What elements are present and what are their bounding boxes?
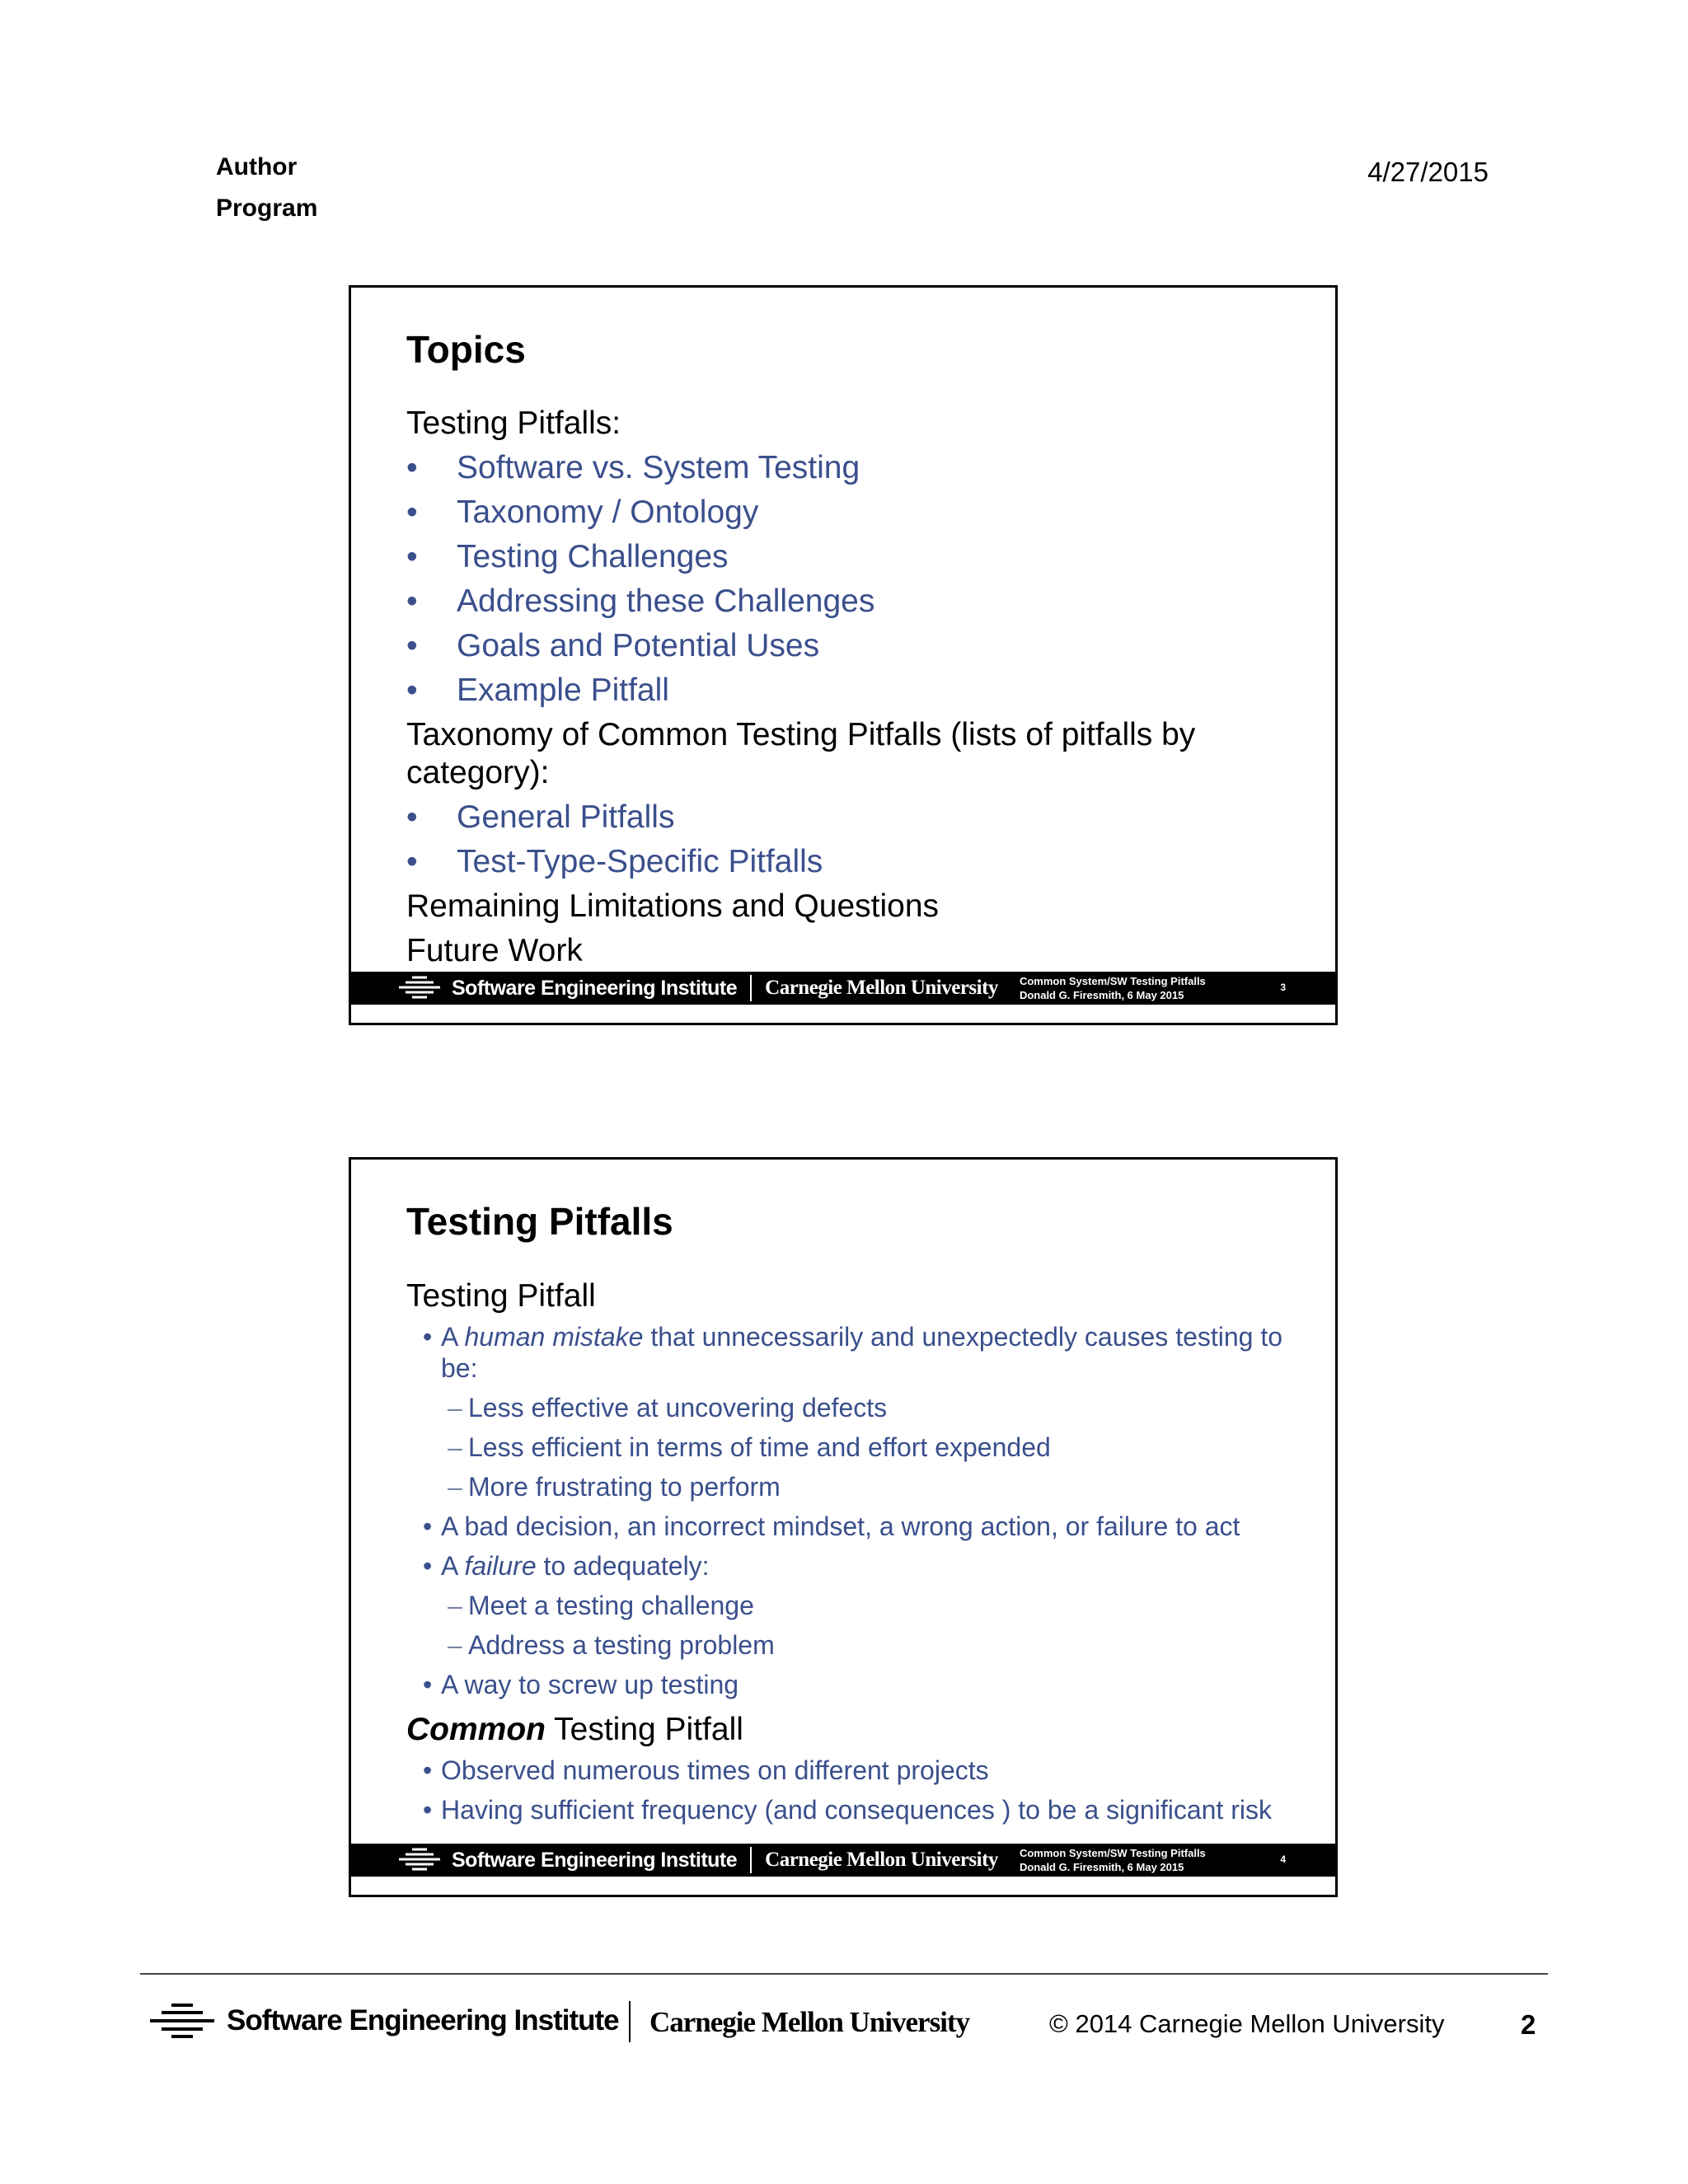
sei-logo-icon <box>396 1846 443 1874</box>
section-heading: Testing Pitfall <box>406 1278 596 1314</box>
section-heading: Common Testing Pitfall <box>406 1712 743 1747</box>
footer-rule <box>140 1973 1548 1975</box>
list-item: • Test-Type-Specific Pitfalls <box>406 840 1305 884</box>
header-author: Author <box>216 153 298 180</box>
slide-title: Testing Pitfalls <box>406 1200 673 1243</box>
header-program: Program <box>216 194 318 222</box>
list-item: – Meet a testing challenge <box>406 1590 1305 1621</box>
footer-meta-title: Common System/SW Testing Pitfalls <box>1019 975 1206 987</box>
list-item: • Observed numerous times on different projects <box>406 1755 1305 1786</box>
sei-logo-icon <box>396 974 443 1002</box>
slide-footer <box>351 972 1335 1005</box>
list-item: • Having sufficient frequency (and consequences ) to be a significant risk <box>406 1794 1305 1825</box>
header-date: 4/27/2015 <box>1367 157 1489 187</box>
list-item: – Less effective at uncovering defects <box>406 1392 1305 1423</box>
slide-topics <box>349 285 1338 1025</box>
page-number: 2 <box>1521 2009 1536 2040</box>
sei-logo-icon <box>147 2001 218 2042</box>
footer-meta-author: Donald G. Firesmith, 6 May 2015 <box>1019 989 1184 1001</box>
footer-meta-title: Common System/SW Testing Pitfalls <box>1019 1847 1206 1859</box>
footer-cmu-name: Carnegie Mellon University <box>765 977 998 999</box>
page-footer-sei-name: Software Engineering Institute <box>227 2004 619 2036</box>
footer-sei-name: Software Engineering Institute <box>452 976 738 1000</box>
list-item: • Goals and Potential Uses <box>406 624 1305 668</box>
list-item: – More frustrating to perform <box>406 1471 1305 1502</box>
list-item: • Addressing these Challenges <box>406 579 1305 624</box>
slide-testing-pitfalls <box>349 1157 1338 1897</box>
page-footer-divider <box>629 2001 631 2042</box>
list-item: • Testing Challenges <box>406 535 1305 579</box>
page-footer-copyright: © 2014 Carnegie Mellon University <box>1049 2009 1445 2038</box>
list-item: Future Work <box>406 933 583 968</box>
footer-sei-name: Software Engineering Institute <box>452 1848 738 1872</box>
list-item: – Address a testing problem <box>406 1629 1305 1661</box>
footer-meta <box>1020 974 1206 1002</box>
slide-page-number: 3 <box>1280 982 1286 993</box>
list-item: Testing Pitfalls: <box>406 405 621 441</box>
footer-cmu-name: Carnegie Mellon University <box>765 1849 998 1871</box>
list-item: • Taxonomy / Ontology <box>406 490 1305 535</box>
list-item: – Less efficient in terms of time and effort expended <box>406 1432 1305 1463</box>
list-item: • A way to screw up testing <box>406 1669 1305 1700</box>
footer-meta-author: Donald G. Firesmith, 6 May 2015 <box>1019 1861 1184 1873</box>
list-item: • A human mistake that unnecessarily and unexpectedly causes testing to be: <box>406 1321 1305 1384</box>
slide-page-number: 4 <box>1280 1854 1286 1865</box>
footer-divider <box>750 975 752 1001</box>
list-item: • Example Pitfall <box>406 668 1305 713</box>
list-item: • A failure to adequately: <box>406 1550 1305 1582</box>
list-item: • General Pitfalls <box>406 795 1305 840</box>
footer-divider <box>750 1847 752 1873</box>
slide-body <box>406 401 1305 973</box>
slide-body <box>406 1275 1305 1834</box>
slide-footer <box>351 1844 1335 1877</box>
footer-meta <box>1020 1846 1206 1874</box>
list-item: • Software vs. System Testing <box>406 446 1305 490</box>
list-item: Taxonomy of Common Testing Pitfalls (lists of pitfalls by category): <box>406 717 1196 790</box>
slide-title: Topics <box>406 328 526 371</box>
list-item: • A bad decision, an incorrect mindset, a wrong action, or failure to act <box>406 1511 1305 1542</box>
page-footer-cmu-name: Carnegie Mellon University <box>649 2006 970 2038</box>
list-item: Remaining Limitations and Questions <box>406 888 940 924</box>
